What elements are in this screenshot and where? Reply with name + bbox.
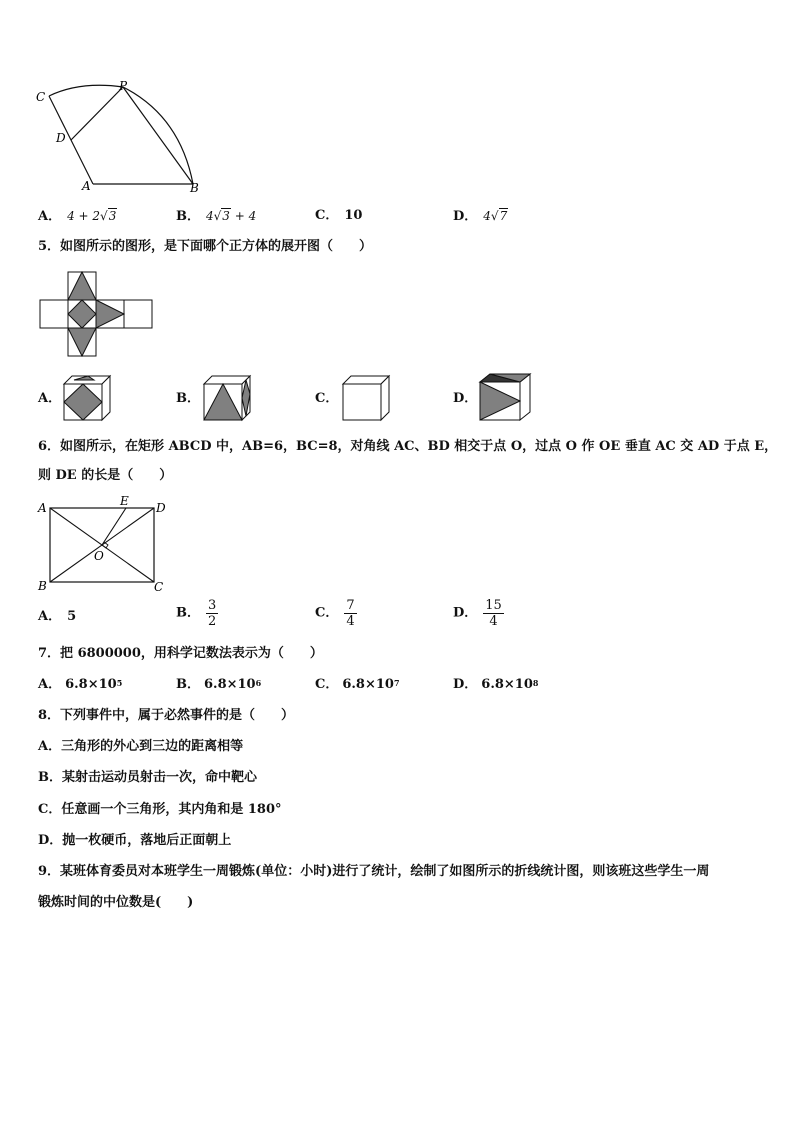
- q5-text: 5．如图所示的图形，是下面哪个正方体的展开图（ ）: [38, 239, 373, 254]
- q5-cube-a[interactable]: [58, 374, 114, 424]
- q5-cube-b[interactable]: [198, 374, 254, 424]
- q8-option-a[interactable]: A．三角形的外心到三边的距离相等: [38, 739, 244, 754]
- q5-net-figure: [38, 268, 158, 360]
- q7-option-d[interactable]: D． $6.8\times 10^8$: [453, 677, 539, 692]
- label-b: B: [190, 181, 199, 195]
- q5-cube-c[interactable]: [337, 374, 393, 424]
- q5-option-d[interactable]: D．: [453, 391, 478, 406]
- label-e: E: [120, 494, 129, 508]
- q5-cube-d[interactable]: [476, 372, 534, 424]
- q6-option-c[interactable]: C． $\frac{7}{4}$: [315, 598, 355, 629]
- q4-option-c[interactable]: C． 10: [315, 208, 363, 223]
- label-p: P: [119, 79, 128, 93]
- q4-figure: [30, 76, 210, 196]
- q5-option-c[interactable]: C．: [315, 391, 339, 406]
- q7-option-c[interactable]: C． $6.8\times 10^7$: [315, 677, 400, 692]
- q8-option-c[interactable]: C．任意画一个三角形，其内角和是 180°: [38, 802, 282, 817]
- label-d: D: [156, 501, 166, 515]
- label-o: O: [94, 549, 104, 563]
- q8-option-b[interactable]: B．某射击运动员射击一次，命中靶心: [38, 770, 257, 785]
- q4-option-a[interactable]: A． 4 + 2√3: [38, 209, 117, 224]
- q4-option-d[interactable]: D． 4√7: [453, 209, 508, 224]
- label-a: A: [38, 501, 47, 515]
- q9-text-line2: 锻炼时间的中位数是( ): [38, 895, 194, 910]
- label-c: C: [36, 90, 46, 104]
- label-d: D: [56, 131, 66, 145]
- q6-rectangle-figure: [34, 494, 174, 594]
- q7-text: 7．把 6800000，用科学记数法表示为（ ）: [38, 646, 323, 661]
- q5-option-a[interactable]: A．: [38, 391, 62, 406]
- q9-text-line1: 9．某班体育委员对本班学生一周锻炼(单位：小时)进行了统计，绘制了如图所示的折线统计图，则该班这些学生一周: [38, 864, 710, 879]
- q8-option-d[interactable]: D．抛一枚硬币，落地后正面朝上: [38, 833, 232, 848]
- q5-option-b[interactable]: B．: [176, 391, 200, 406]
- label-a: A: [82, 179, 91, 193]
- q7-option-a[interactable]: A． $6.8\times 10^5$: [38, 677, 123, 692]
- q6-text-line1: 6．如图所示，在矩形 ABCD 中，AB=6，BC=8，对角线 AC、BD 相交于点 O，过点 O 作 OE 垂直 AC 交 AD 于点 E，: [38, 439, 778, 454]
- q8-text: 8．下列事件中，属于必然事件的是（ ）: [38, 708, 295, 723]
- label-b: B: [38, 579, 47, 593]
- q6-option-d[interactable]: D． $\frac{15}{4}$: [453, 598, 502, 629]
- q7-option-b[interactable]: B． $6.8\times 10^6$: [176, 677, 262, 692]
- label-c: C: [154, 580, 164, 594]
- q6-text-line2: 则 DE 的长是（ ）: [38, 468, 173, 483]
- q4-option-b[interactable]: B． 4√3 + 4: [176, 209, 257, 224]
- q6-option-a[interactable]: A． 5: [38, 609, 77, 624]
- q6-option-b[interactable]: B． $\frac{3}{2}$: [176, 598, 217, 629]
